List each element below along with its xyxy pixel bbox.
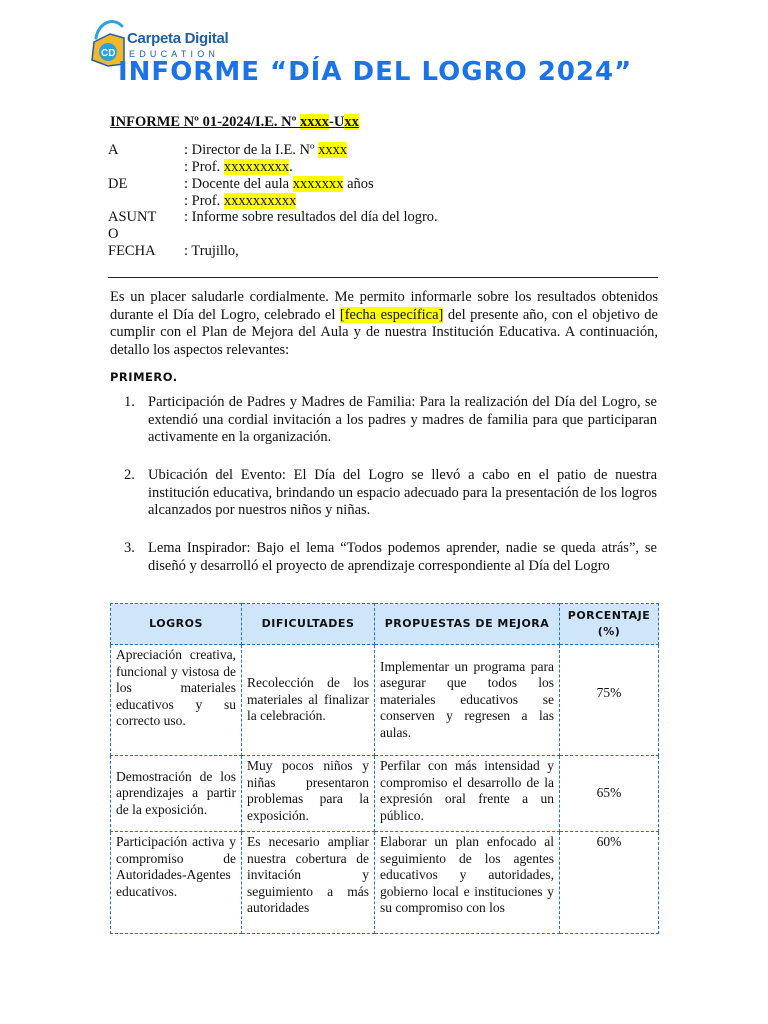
section-heading: PRIMERO. — [110, 370, 178, 384]
cell-dificultad: Muy pocos niños y niñas presentaron problemas para la exposición. — [242, 756, 375, 832]
cell-propuesta: Elaborar un plan enfocado al seguimiento de los agentes educativos y autoridades, gobierno local e instituciones y su compromiso con los — [375, 832, 560, 934]
table-row — [111, 832, 659, 934]
column-header-propuestas: PROPUESTAS DE MEJORA — [375, 604, 560, 645]
memo-number: INFORME Nº 01-2024/I.E. Nº xxxx-Uxx — [110, 114, 359, 130]
cell-logro: Participación activa y compromiso de Autoridades-Agentes educativos. — [111, 832, 242, 934]
cell-logro: Apreciación creativa, funcional y vistosa de los materiales educativos y su correcto uso. — [111, 645, 242, 756]
logo-mark: CD — [101, 48, 116, 59]
header-divider — [108, 277, 658, 278]
cell-dificultad: Recolección de los materiales al finalizar la celebración. — [242, 645, 375, 756]
cell-propuesta: Implementar un programa para asegurar que todos los materiales educativos se conserven y regresen a las aulas. — [375, 645, 560, 756]
cell-dificultad: Es necesario ampliar nuestra cobertura de invitación y seguimiento a más autoridades — [242, 832, 375, 934]
table-row — [111, 756, 659, 832]
cell-porcentaje: 65% — [560, 756, 659, 832]
intro-paragraph: Es un placer saludarle cordialmente. Me permito informarle sobre los resultados obtenidos durante el Día del Logro, celebrado el [fecha específica] del presente año, con el objetivo de cumplir con el Plan de Mejora del Aula y de nuestra Institución Educativa. A continuación, detallo los aspectos relevantes: — [110, 289, 658, 358]
results-table — [110, 603, 659, 934]
table-header-row — [111, 604, 659, 645]
column-header-dificultades: DIFICULTADES — [242, 604, 375, 645]
cell-logro: Demostración de los aprendizajes a partir de la exposición. — [111, 756, 242, 832]
cell-propuesta: Perfilar con más intensidad y compromiso el desarrollo de la expresión oral frente a un público. — [375, 756, 560, 832]
cell-porcentaje: 60% — [560, 832, 659, 934]
table-row — [111, 645, 659, 756]
cell-porcentaje: 75% — [560, 645, 659, 756]
logo-brand: Carpeta Digital — [127, 30, 229, 47]
document-title: INFORME “DÍA DEL LOGRO 2024” — [118, 57, 633, 87]
column-header-porcentaje: PORCENTAJE (%) — [560, 604, 659, 645]
column-header-logros: LOGROS — [111, 604, 242, 645]
logo-tagline: EDUCATION — [129, 49, 220, 59]
